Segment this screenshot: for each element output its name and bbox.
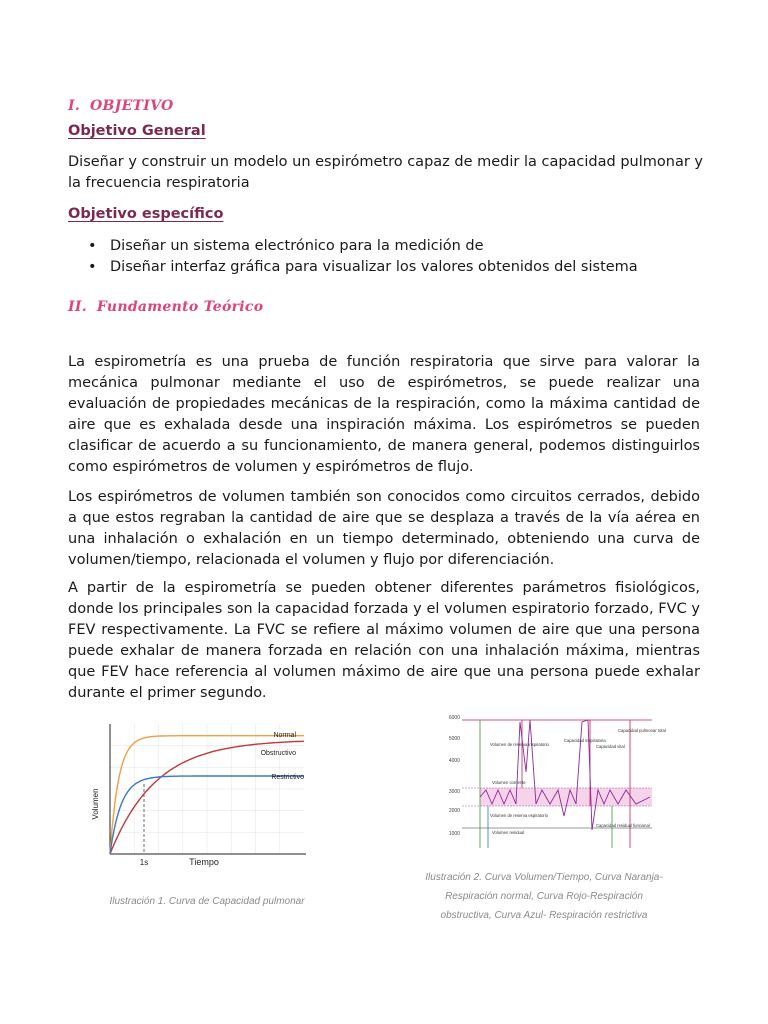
paragraph-volume-spirometers: Los espirómetros de volumen también son conocidos como circuitos cerrados, debido a que estos regraban la cantidad de aire que se desplaza a través de la vía aérea en una inhalación o exhalación en un tiempo determinado, obteniendo una curva de volumen/tiempo, relacionada el volumen y flujo por diferenciación. bbox=[68, 489, 700, 568]
legend-label-restrictive: Restrictivo bbox=[271, 774, 304, 781]
paragraph-parameters: A partir de la espirometría se pueden obtener diferentes parámetros fisiológicos, donde los principales son la capacidad forzada y el volumen espiratorio forzado, FVC y FEV respectivamente. La FVC se refiere al máximo volumen de aire que una persona puede exhalar de manera forzada en relación con una inhalación máxima, mientras que FEV hace referencia al volumen máximo de aire que una persona puede exhalar durante el primer segundo. bbox=[68, 580, 700, 701]
tv-label: Volumen corriente bbox=[492, 780, 526, 785]
section-number: I. bbox=[68, 98, 81, 114]
section-title: Fundamento Teórico bbox=[96, 299, 264, 315]
caption-line: obstructiva, Curva Azul- Respiración restrictiva bbox=[440, 910, 648, 921]
y-tick-label: 6000 bbox=[448, 715, 460, 721]
erv-label: Volumen de reserva espiratorio bbox=[490, 813, 548, 818]
section-heading-theory bbox=[68, 299, 263, 315]
irv-label: Volumen de reserva inspiratorio bbox=[490, 742, 549, 747]
section-title: OBJETIVO bbox=[90, 98, 174, 114]
paragraph-spirometry: La espirometría es una prueba de función respiratoria que sirve para valorar la mecánica pulmonar mediante el uso de espirómetros, se puede realizar una evaluación de propiedades mecánicas de la respiración, como la máxima cantidad de aire que es exhalada desde una inspiración máxima. Los espirómetros se pueden clasificar de acuerdo a su funcionamiento, de manera general, podemos distinguirlos como espirómetros de volumen y espirómetros de flujo. bbox=[68, 354, 700, 475]
bullet-icon: • bbox=[88, 259, 97, 275]
capacity-curve-chart bbox=[86, 714, 312, 888]
y-tick-label: 5000 bbox=[448, 736, 460, 742]
ic-label: Capacidad inspiratoria bbox=[564, 738, 606, 743]
y-tick-label: 2000 bbox=[448, 808, 460, 814]
x-tick-label: 1s bbox=[139, 858, 149, 867]
general-objective-heading: Objetivo General bbox=[68, 123, 206, 139]
caption-line: Ilustración 2. Curva Volumen/Tiempo, Curva Naranja- bbox=[425, 872, 663, 883]
chart-background bbox=[440, 712, 666, 857]
y-tick-label: 4000 bbox=[448, 758, 460, 764]
tlc-label: Capacidad pulmonar total bbox=[618, 728, 666, 733]
general-objective-text: Diseñar y construir un modelo un espirómetro capaz de medir la capacidad pulmonar y la frecuencia respiratoria bbox=[68, 154, 703, 191]
list-item: • Diseñar interfaz gráfica para visualizar los valores obtenidos del sistema bbox=[88, 257, 728, 278]
figure-1-caption: Ilustración 1. Curva de Capacidad pulmonar bbox=[109, 896, 305, 907]
section-number: II. bbox=[68, 299, 87, 315]
specific-objective-list bbox=[68, 236, 708, 278]
legend-label-obstructive: Obstructivo bbox=[260, 750, 296, 757]
bullet-icon: • bbox=[88, 238, 97, 254]
figure-2-caption bbox=[404, 868, 684, 925]
section-heading-objective bbox=[68, 98, 174, 114]
frc-label: Capacidad residual funcional bbox=[596, 823, 650, 828]
specific-objective-heading: Objetivo específico bbox=[68, 206, 224, 222]
y-tick-label: 1000 bbox=[448, 831, 460, 837]
volume-time-chart bbox=[440, 712, 666, 857]
caption-line: Respiración normal, Curva Rojo-Respiración bbox=[445, 891, 643, 902]
vc-label: Capacidad vital bbox=[596, 744, 625, 749]
list-item: • Diseñar un sistema electrónico para la medición de bbox=[88, 236, 728, 257]
y-tick-label: 3000 bbox=[448, 789, 460, 795]
rv-label: Volumen residual bbox=[492, 830, 525, 835]
y-axis-label: Volumen bbox=[91, 788, 100, 820]
legend-label-normal: Normal bbox=[273, 732, 296, 739]
x-axis-label: Tiempo bbox=[189, 857, 219, 867]
